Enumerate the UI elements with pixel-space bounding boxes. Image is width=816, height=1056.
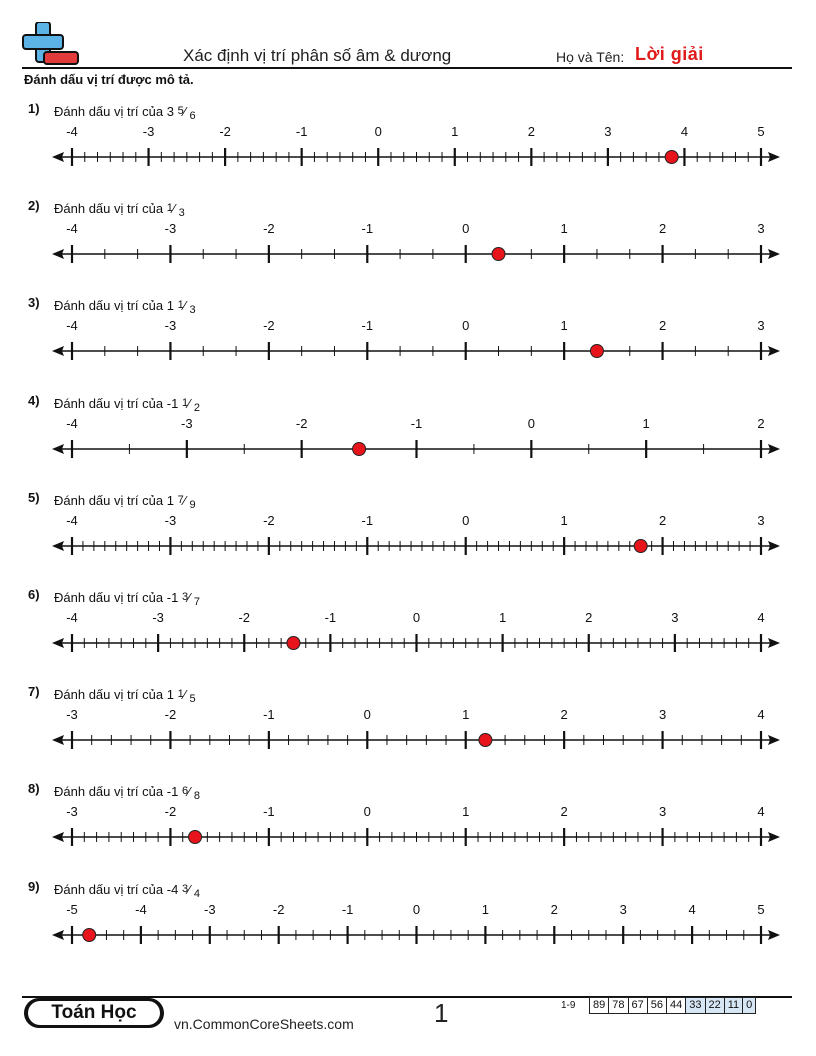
score-cell: 22 (705, 998, 724, 1013)
fraction-denominator: 6 (189, 110, 196, 122)
tick-label: -4 (66, 610, 78, 625)
plus-minus-logo-icon (22, 22, 80, 68)
tick-label: -2 (263, 221, 275, 237)
mixed-number-whole: -1 (166, 784, 179, 800)
score-cell: 44 (666, 998, 685, 1013)
answer-marker (634, 539, 647, 552)
tick-label: -1 (361, 512, 374, 528)
problem-number: 5) (28, 489, 40, 505)
problem-prompt (54, 492, 196, 511)
tick-label: 2 (585, 610, 593, 625)
tick-label: 4 (688, 901, 696, 917)
worksheet-header (0, 0, 816, 70)
number-line (0, 799, 816, 849)
instructions: Đánh dấu vị trí được mô tả. (24, 72, 194, 87)
mixed-number-whole: -1 (166, 395, 179, 411)
prompt-text: Đánh dấu vị trí của (54, 104, 164, 119)
number-line (0, 508, 816, 558)
number-line (0, 411, 816, 461)
number-line (0, 702, 816, 752)
fraction-numerator: 1 (177, 688, 184, 701)
tick-label: -3 (164, 318, 177, 334)
prompt-text: Đánh dấu vị trí của (54, 492, 164, 508)
brand-badge (24, 998, 164, 1028)
fraction-denominator: 9 (189, 498, 196, 511)
tick-label: 2 (658, 318, 667, 334)
tick-label: -1 (361, 318, 374, 334)
mixed-number-whole: 1 (166, 492, 174, 508)
tick-label: -3 (164, 512, 177, 528)
problem (0, 393, 816, 483)
fraction-denominator: 3 (178, 207, 185, 220)
score-cell: 0 (742, 998, 755, 1013)
mixed-number-whole: -1 (166, 590, 179, 605)
score-cell: 67 (628, 998, 647, 1013)
tick-label: 2 (560, 804, 568, 820)
fraction-slash: ⁄ (188, 881, 194, 897)
tick-label: 1 (481, 901, 490, 917)
tick-label: 0 (374, 124, 382, 139)
problem-number: 2) (28, 198, 40, 214)
tick-label: 3 (757, 221, 765, 237)
problem (0, 879, 816, 969)
problem-prompt (54, 104, 196, 122)
fraction-denominator: 7 (193, 596, 200, 608)
problem-prompt (54, 881, 200, 900)
tick-label: -3 (164, 221, 177, 237)
fraction-denominator: 5 (189, 693, 196, 706)
tick-label: 4 (757, 610, 765, 625)
tick-label: 0 (462, 512, 470, 528)
problem-prompt (54, 784, 200, 803)
problem (0, 101, 816, 191)
tick-label: -3 (181, 415, 193, 431)
page-title: Xác định vị trí phân số âm & dương (183, 46, 452, 65)
tick-label: -1 (295, 124, 308, 139)
answer-marker (353, 442, 366, 455)
tick-label: -3 (142, 124, 155, 139)
problem-prompt (54, 395, 200, 414)
mixed-number-whole: 3 (166, 104, 174, 119)
prompt-text: Đánh dấu vị trí của (54, 298, 164, 314)
tick-label: 1 (499, 610, 507, 625)
tick-label: 3 (604, 124, 612, 139)
tick-label: 5 (757, 901, 765, 917)
mixed-number-whole: -4 (166, 881, 179, 897)
problem-range: 1-9 (561, 1000, 576, 1011)
brand-label: Toán Học (28, 1001, 160, 1025)
problem-number: 6) (28, 587, 40, 602)
fraction-numerator: 3 (181, 591, 189, 603)
tick-label: -4 (66, 415, 78, 431)
tick-label: 1 (560, 512, 568, 528)
score-cell: 33 (685, 998, 704, 1013)
problem-prompt (54, 687, 196, 706)
tick-label: 2 (757, 415, 765, 431)
problem-number: 8) (28, 781, 40, 797)
tick-label: 2 (560, 707, 568, 723)
fraction-numerator: 1 (166, 202, 173, 215)
tick-label: -1 (263, 804, 275, 820)
fraction-numerator: 5 (177, 105, 184, 117)
tick-label: -4 (66, 318, 78, 334)
problem (0, 198, 816, 288)
tick-label: -2 (219, 124, 231, 139)
tick-label: 0 (527, 415, 535, 431)
tick-label: -3 (66, 707, 78, 723)
prompt-text: Đánh dấu vị trí của (54, 687, 164, 703)
tick-label: 0 (363, 707, 371, 723)
worksheet-footer (0, 990, 816, 1056)
problem-number: 4) (28, 392, 40, 408)
tick-label: 3 (671, 610, 679, 625)
answer-marker (665, 151, 678, 164)
tick-label: 2 (550, 901, 558, 917)
tick-label: -4 (66, 221, 78, 237)
tick-label: -1 (324, 610, 337, 625)
number-line (0, 119, 816, 169)
fraction-slash: ⁄ (183, 104, 190, 119)
problem-number: 3) (28, 295, 40, 311)
tick-label: -5 (66, 901, 78, 917)
problem-number: 7) (28, 684, 40, 700)
fraction-denominator: 2 (193, 401, 200, 414)
fraction-slash: ⁄ (183, 687, 190, 703)
page-number: 1 (434, 998, 449, 1028)
number-line (0, 605, 816, 655)
number-line (0, 313, 816, 363)
fraction-numerator: 6 (181, 785, 189, 798)
score-cell: 11 (724, 998, 742, 1013)
tick-label: 1 (462, 804, 470, 820)
number-line (0, 897, 816, 947)
tick-label: 3 (757, 512, 765, 528)
tick-label: -4 (135, 901, 147, 917)
tick-label: -3 (66, 804, 78, 820)
answer-marker (492, 248, 505, 261)
tick-label: -1 (263, 707, 275, 723)
name-value: Lời giải (635, 44, 704, 64)
answer-marker (590, 345, 603, 358)
problem-number: 1) (28, 101, 40, 116)
fraction-slash: ⁄ (188, 590, 194, 605)
prompt-text: Đánh dấu vị trí của (54, 201, 164, 217)
tick-label: 1 (462, 707, 470, 723)
tick-label: 0 (462, 318, 470, 334)
score-cell: 56 (647, 998, 666, 1013)
tick-label: 1 (560, 221, 568, 237)
tick-label: 1 (560, 318, 568, 334)
tick-label: 0 (462, 221, 470, 237)
tick-label: -2 (272, 901, 285, 917)
tick-label: 1 (451, 124, 459, 139)
tick-label: -2 (263, 512, 275, 528)
problem-number: 9) (28, 878, 40, 894)
tick-label: 4 (757, 804, 765, 820)
tick-label: -4 (66, 124, 78, 139)
header-divider (22, 67, 792, 69)
tick-label: -3 (204, 901, 216, 917)
problem (0, 490, 816, 580)
tick-label: 2 (527, 124, 535, 139)
problem (0, 684, 816, 774)
tick-label: -1 (410, 415, 423, 431)
tick-label: 3 (619, 901, 627, 917)
tick-label: -1 (341, 901, 354, 917)
problem (0, 295, 816, 385)
fraction-slash: ⁄ (188, 395, 194, 411)
tick-label: -3 (152, 610, 164, 625)
fraction-denominator: 4 (193, 887, 200, 900)
tick-label: 5 (757, 124, 765, 139)
fraction-numerator: 7 (177, 493, 184, 506)
tick-label: -1 (361, 221, 374, 237)
answer-marker (189, 831, 202, 844)
mixed-number-whole: 1 (166, 298, 174, 314)
tick-label: 1 (642, 415, 650, 431)
tick-label: -2 (164, 707, 177, 723)
fraction-denominator: 3 (189, 304, 196, 317)
prompt-text: Đánh dấu vị trí của (54, 590, 164, 605)
tick-label: 0 (363, 804, 371, 820)
tick-label: 3 (658, 707, 667, 723)
fraction-numerator: 1 (181, 396, 189, 409)
mixed-number-whole: 1 (166, 687, 174, 703)
tick-label: 2 (658, 512, 667, 528)
prompt-text: Đánh dấu vị trí của (54, 784, 164, 800)
fraction-numerator: 1 (177, 299, 184, 312)
score-table (589, 997, 756, 1014)
answer-marker (83, 928, 96, 941)
problem (0, 781, 816, 871)
tick-label: -2 (238, 610, 251, 625)
tick-label: -2 (263, 318, 275, 334)
tick-label: 4 (757, 707, 765, 723)
problem-prompt (54, 298, 196, 317)
problem (0, 587, 816, 677)
tick-label: -2 (164, 804, 177, 820)
prompt-text: Đánh dấu vị trí của (54, 395, 164, 411)
tick-label: 4 (680, 124, 689, 139)
tick-label: 0 (412, 901, 421, 917)
name-label: Họ và Tên: (556, 49, 625, 65)
prompt-text: Đánh dấu vị trí của (54, 881, 164, 897)
fraction-slash: ⁄ (183, 492, 190, 508)
fraction-numerator: 3 (181, 882, 189, 895)
answer-marker (287, 637, 300, 650)
number-line (0, 216, 816, 266)
site-url: vn.CommonCoreSheets.com (174, 1016, 354, 1032)
tick-label: -2 (295, 415, 308, 431)
answer-marker (479, 734, 492, 747)
fraction-slash: ⁄ (172, 201, 179, 217)
fraction-slash: ⁄ (188, 784, 194, 800)
tick-label: -4 (66, 512, 78, 528)
problem-prompt (54, 201, 185, 220)
tick-label: 3 (757, 318, 765, 334)
tick-label: 3 (658, 804, 667, 820)
score-cell: 78 (608, 998, 627, 1013)
tick-label: 2 (658, 221, 667, 237)
fraction-denominator: 8 (193, 790, 200, 803)
problem-prompt (54, 590, 200, 608)
fraction-slash: ⁄ (183, 298, 190, 314)
tick-label: 0 (412, 610, 421, 625)
score-cell: 89 (593, 999, 606, 1011)
